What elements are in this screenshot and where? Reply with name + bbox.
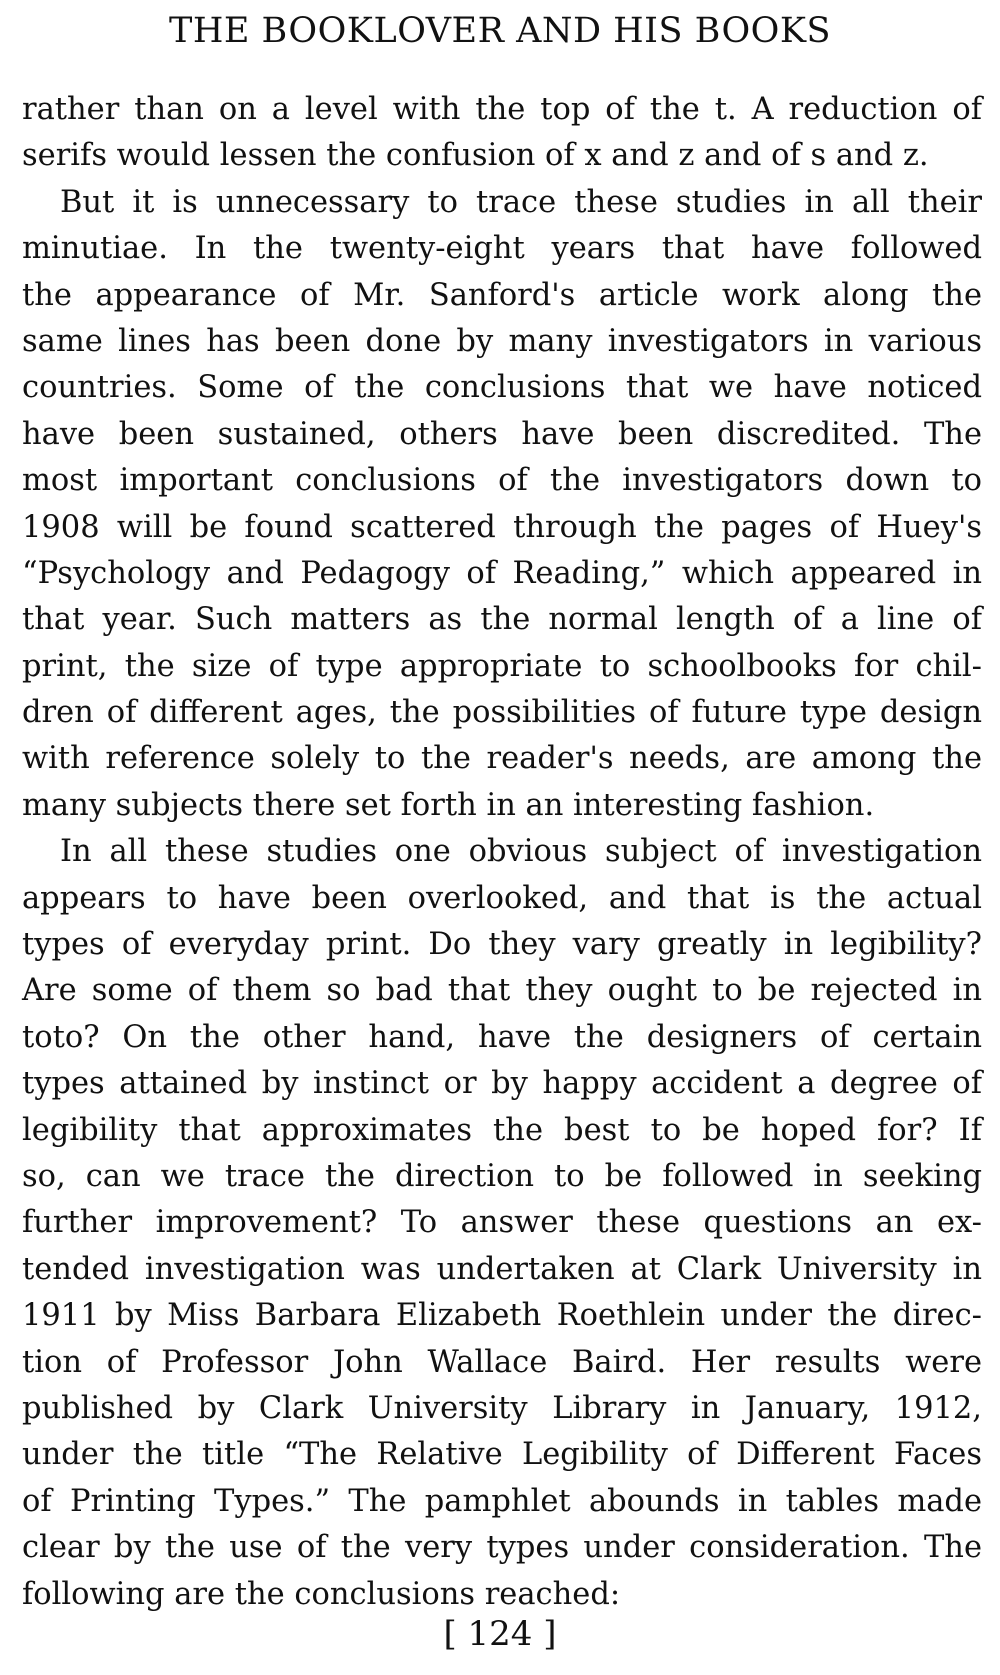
text-line: appears to have been overlooked, and that is the actual: [22, 880, 982, 916]
text-line: have been sustained, others have been discredited. The: [22, 416, 982, 452]
text-line: tion of Professor John Wallace Baird. Her results were: [22, 1344, 982, 1380]
text-line: that year. Such matters as the normal length of a line of: [22, 602, 982, 638]
text-line: 1908 will be found scattered through the pages of Huey's: [22, 509, 982, 545]
text-line: with reference solely to the reader's needs, are among the: [22, 741, 982, 777]
body-text: [22, 87, 982, 1618]
text-line: same lines has been done by many investigators in various: [22, 323, 982, 359]
text-line: 1911 by Miss Barbara Elizabeth Roethlein under the direc-: [22, 1298, 982, 1334]
text-line: rather than on a level with the top of the t. A reduction of: [22, 92, 982, 127]
text-line: legibility that approximates the best to be hoped for? If: [22, 1112, 982, 1148]
text-line: under the title “The Relative Legibility of Different Faces: [22, 1437, 982, 1473]
text-line: tended investigation was undertaken at Clark University in: [22, 1251, 982, 1287]
text-line: In all these studies one obvious subject of investigation: [60, 834, 982, 870]
text-line: countries. Some of the conclusions that we have noticed: [22, 370, 982, 406]
text-line: minutiae. In the twenty-eight years that have followed: [22, 231, 982, 267]
text-line: dren of different ages, the possibilities of future type design: [22, 695, 982, 731]
text-line: Are some of them so bad that they ought to be rejected in: [22, 973, 982, 1009]
text-line: further improvement? To answer these questions an ex-: [22, 1205, 982, 1241]
text-line: But it is unnecessary to trace these studies in all their: [60, 184, 982, 220]
running-head: THE BOOKLOVER AND HIS BOOKS: [169, 11, 831, 51]
text-line: so, can we trace the direction to be followed in seeking: [22, 1158, 982, 1194]
text-line: types attained by instinct or by happy accident a degree of: [22, 1066, 982, 1102]
text-line: most important conclusions of the investigators down to: [22, 463, 982, 499]
text-line: following are the conclusions reached:: [22, 1576, 621, 1612]
text-line: published by Clark University Library in January, 1912,: [22, 1390, 982, 1426]
text-line: the appearance of Mr. Sanford's article work along the: [22, 277, 982, 313]
text-line: of Printing Types.” The pamphlet abounds in tables made: [22, 1483, 982, 1519]
text-line: “Psychology and Pedagogy of Reading,” which appeared in: [22, 555, 982, 591]
text-line: print, the size of type appropriate to schoolbooks for chil-: [22, 648, 982, 684]
text-line: many subjects there set forth in an interesting fashion.: [22, 787, 875, 823]
text-line: serifs would lessen the confusion of x and z and of s and z.: [22, 138, 929, 174]
page-number: [ 124 ]: [443, 1614, 557, 1654]
text-line: clear by the use of the very types under consideration. The: [22, 1530, 982, 1566]
text-line: types of everyday print. Do they vary greatly in legibility?: [22, 927, 982, 963]
text-line: toto? On the other hand, have the designers of certain: [22, 1019, 982, 1055]
